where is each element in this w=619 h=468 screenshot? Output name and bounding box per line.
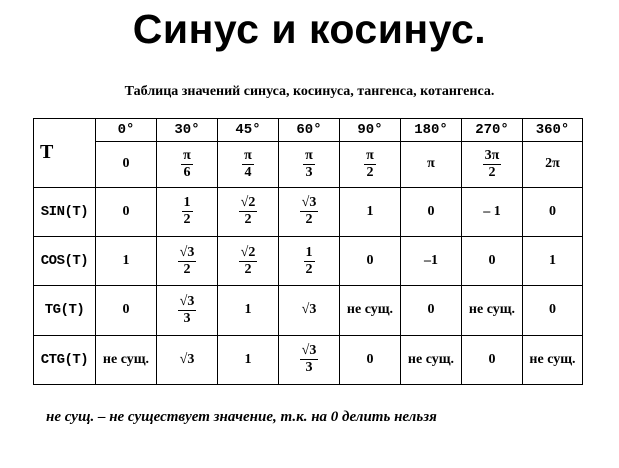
cell-value: 1	[244, 302, 252, 318]
cell-value: 1	[244, 351, 252, 367]
fraction	[304, 246, 315, 277]
value-cell	[523, 187, 583, 236]
degree-cell: 60°	[279, 119, 340, 142]
cell-value: 0	[488, 253, 496, 269]
fraction-denominator: 3	[305, 164, 313, 180]
value-cell	[340, 335, 401, 384]
degree-cell: 270°	[462, 119, 523, 142]
cell-value: –1	[424, 253, 438, 269]
value-cell	[96, 236, 157, 285]
radian-cell	[157, 142, 218, 187]
fraction-numerator: √3	[301, 343, 317, 359]
cell-value: не сущ.	[102, 351, 150, 367]
fraction	[364, 149, 376, 180]
cell-value: не сущ.	[407, 351, 455, 367]
value-cell	[523, 335, 583, 384]
cell-value: не сущ.	[529, 351, 576, 367]
radian-cell	[401, 142, 462, 187]
fraction-denominator: 2	[244, 212, 252, 228]
degree-cell: 360°	[523, 119, 583, 142]
value-cell	[96, 286, 157, 335]
cell-value: 0	[122, 302, 130, 318]
radian-cell	[462, 142, 523, 187]
fraction-denominator: 4	[244, 164, 252, 180]
cell-value: π	[427, 156, 435, 172]
fraction-denominator: 2	[244, 261, 252, 277]
footnote: не сущ. – не существует значение, т.к. на 0 делить нельзя	[46, 409, 437, 425]
radian-cell	[523, 142, 583, 187]
row-label: SIN(T)	[34, 187, 96, 236]
table-caption: Таблица значений синуса, косинуса, тангенса, котангенса.	[124, 84, 495, 99]
page-title: Синус и косинус.	[132, 6, 487, 52]
cell-value: 0	[549, 203, 556, 219]
cell-value: 2π	[545, 156, 560, 172]
table-row	[34, 236, 583, 285]
radians-row	[34, 142, 583, 187]
trig-values-table	[33, 118, 583, 385]
fraction-denominator: 2	[305, 212, 313, 228]
fraction-denominator: 3	[183, 310, 191, 326]
fraction-numerator: 1	[305, 244, 313, 260]
fraction-numerator: π	[244, 147, 252, 163]
fraction-numerator: √3	[179, 293, 195, 309]
value-cell	[96, 335, 157, 384]
cell-value: 0	[366, 351, 374, 367]
value-cell	[340, 236, 401, 285]
fraction-numerator: √3	[301, 195, 317, 211]
fraction	[178, 246, 197, 277]
fraction-numerator: π	[305, 147, 313, 163]
fraction	[181, 149, 193, 180]
value-cell	[96, 187, 157, 236]
value-cell	[218, 335, 279, 384]
value-cell	[401, 335, 462, 384]
value-cell	[401, 286, 462, 335]
fraction-numerator: √3	[179, 244, 195, 260]
value-cell	[462, 335, 523, 384]
fraction-numerator: √2	[240, 244, 256, 260]
fraction-denominator: 2	[183, 261, 191, 277]
cell-value: 1	[122, 253, 130, 269]
fraction-denominator: 2	[488, 164, 496, 180]
row-label: COS(T)	[34, 236, 96, 285]
fraction	[182, 196, 193, 227]
fraction	[483, 149, 502, 180]
cell-value: 0	[122, 203, 130, 219]
value-cell	[157, 286, 218, 335]
radian-cell	[218, 142, 279, 187]
table-row	[34, 286, 583, 335]
fraction-denominator: 2	[305, 261, 313, 277]
cell-value: 0	[122, 156, 130, 172]
degree-cell: 0°	[96, 119, 157, 142]
value-cell	[401, 236, 462, 285]
degree-cell: 90°	[340, 119, 401, 142]
fraction-denominator: 2	[366, 164, 374, 180]
value-cell	[401, 187, 462, 236]
degrees-row	[34, 119, 583, 142]
value-cell	[340, 286, 401, 335]
value-cell	[279, 236, 340, 285]
radian-cell	[340, 142, 401, 187]
fraction-numerator: 3π	[484, 147, 500, 163]
value-cell	[279, 187, 340, 236]
cell-value: 0	[427, 302, 435, 318]
value-cell	[523, 286, 583, 335]
cell-value: 1	[366, 203, 374, 219]
table-row	[34, 335, 583, 384]
value-cell	[218, 236, 279, 285]
cell-value: не сущ.	[346, 302, 394, 318]
cell-value: 0	[549, 302, 556, 318]
row-label: CTG(T)	[34, 335, 96, 384]
fraction	[242, 149, 254, 180]
radian-cell	[96, 142, 157, 187]
radian-cell	[279, 142, 340, 187]
cell-value: 0	[488, 351, 496, 367]
fraction-numerator: √2	[240, 195, 256, 211]
value-cell	[462, 236, 523, 285]
value-cell	[218, 187, 279, 236]
value-cell	[218, 286, 279, 335]
degree-cell: 30°	[157, 119, 218, 142]
value-cell	[279, 286, 340, 335]
fraction-numerator: 1	[183, 195, 191, 211]
fraction-numerator: π	[183, 147, 191, 163]
fraction	[300, 196, 319, 227]
fraction-denominator: 6	[183, 164, 191, 180]
value-cell	[157, 187, 218, 236]
cell-value: 1	[549, 253, 556, 269]
value-cell	[523, 236, 583, 285]
fraction	[300, 344, 319, 375]
degree-cell: 45°	[218, 119, 279, 142]
corner-cell: T	[34, 119, 96, 188]
value-cell	[157, 236, 218, 285]
cell-value: 0	[366, 253, 374, 269]
table-row	[34, 187, 583, 236]
cell-value: – 1	[483, 203, 501, 219]
fraction	[239, 246, 258, 277]
cell-value: 0	[427, 203, 435, 219]
fraction-numerator: π	[366, 147, 374, 163]
fraction-denominator: 3	[305, 360, 313, 376]
degree-cell: 180°	[401, 119, 462, 142]
value-cell	[279, 335, 340, 384]
value-cell	[157, 335, 218, 384]
value-cell	[340, 187, 401, 236]
fraction	[303, 149, 315, 180]
fraction	[239, 196, 258, 227]
cell-value: √3	[301, 302, 317, 318]
value-cell	[462, 187, 523, 236]
fraction-denominator: 2	[183, 212, 191, 228]
fraction	[178, 295, 197, 326]
value-cell	[462, 286, 523, 335]
row-label: TG(T)	[34, 286, 96, 335]
cell-value: √3	[179, 351, 195, 367]
cell-value: не сущ.	[468, 302, 516, 318]
